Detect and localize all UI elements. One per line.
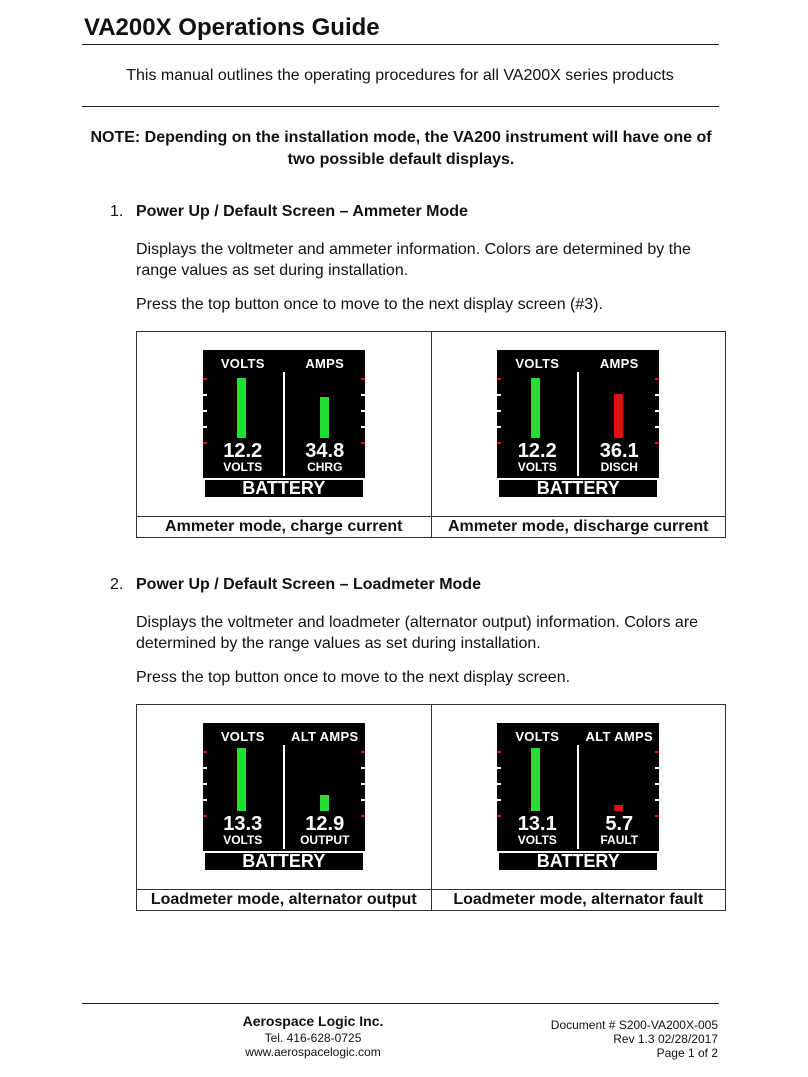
section-1-description: Displays the voltmeter and ammeter information. Colors are determined by the range values as set during installation. <box>136 241 691 279</box>
document-info <box>551 1018 718 1060</box>
battery-label: BATTERY <box>205 480 363 497</box>
figure-cell <box>431 332 726 517</box>
gauge-divider <box>577 745 579 849</box>
section-2-instruction: Press the top button once to move to the next display screen. <box>136 669 571 686</box>
gauge-tick <box>361 410 365 412</box>
gauge-tick <box>655 410 659 412</box>
gauge-tick <box>497 378 501 380</box>
gauge-value: 34.8 <box>305 439 345 462</box>
section-2-heading: Power Up / Default Screen – Loadmeter Mode <box>136 576 481 593</box>
figure-caption: Loadmeter mode, alternator fault <box>431 890 726 911</box>
gauge-unit: VOLTS <box>517 459 557 474</box>
title-divider <box>82 44 719 45</box>
note-text: NOTE: Depending on the installation mode, the VA200 instrument will have one of two possible default displays. <box>90 129 712 168</box>
battery-label: BATTERY <box>205 853 363 870</box>
document-number: Document # S200-VA200X-005 <box>550 1018 718 1032</box>
intro-divider <box>82 106 719 107</box>
left-gauge-panel <box>497 723 577 851</box>
gauge-bar <box>531 378 540 438</box>
footer-divider <box>82 1003 719 1004</box>
battery-label-box <box>203 478 365 499</box>
gauge-tick <box>203 767 207 769</box>
company-phone: Tel. 416-628-0725 <box>264 1031 362 1045</box>
gauge-unit: OUTPUT <box>300 832 350 847</box>
document-revision: Rev 1.3 02/28/2017 <box>613 1032 718 1046</box>
gauge-tick <box>203 378 207 380</box>
gauge-bar <box>320 397 329 438</box>
gauge-tick <box>497 410 501 412</box>
gauge-value: 12.9 <box>305 812 345 835</box>
page-number: Page 1 of 2 <box>656 1046 718 1060</box>
gauge-bar <box>237 748 246 811</box>
instrument-display <box>203 723 365 872</box>
gauge-bar <box>320 795 329 811</box>
right-gauge-panel <box>579 350 659 478</box>
gauge-tick <box>655 767 659 769</box>
gauge-tick <box>497 799 501 801</box>
gauge-bar <box>531 748 540 811</box>
battery-label-box <box>203 851 365 872</box>
gauge-divider <box>283 745 285 849</box>
gauge-header: AMPS <box>305 355 345 371</box>
gauge-tick <box>497 426 501 428</box>
gauge-tick <box>361 394 365 396</box>
gauge-tick <box>361 799 365 801</box>
battery-label: BATTERY <box>499 853 657 870</box>
section-1-figure-table <box>136 331 726 538</box>
section-2-description: Displays the voltmeter and loadmeter (alternator output) information. Colors are determined by the range values as set during installation. <box>136 614 699 652</box>
gauge-tick <box>655 378 659 380</box>
figure-cell <box>137 705 432 890</box>
right-gauge-panel <box>285 723 365 851</box>
gauge-header: ALT AMPS <box>291 728 359 744</box>
gauge-tick <box>203 410 207 412</box>
gauge-tick <box>361 426 365 428</box>
gauge-bar <box>614 394 623 438</box>
gauge-bar <box>237 378 246 438</box>
figure-caption: Ammeter mode, discharge current <box>431 517 726 538</box>
gauge-tick <box>655 783 659 785</box>
gauge-bar <box>614 805 623 811</box>
gauge-divider <box>283 372 285 476</box>
gauge-tick <box>361 378 365 380</box>
gauge-header: AMPS <box>599 355 639 371</box>
right-gauge-panel <box>579 723 659 851</box>
gauge-header: VOLTS <box>515 728 560 744</box>
instrument-display <box>497 723 659 872</box>
section-1-heading: Power Up / Default Screen – Ammeter Mode <box>136 203 468 220</box>
gauge-header: VOLTS <box>220 728 265 744</box>
gauge-header: VOLTS <box>220 355 265 371</box>
left-gauge-panel <box>497 350 577 478</box>
gauge-value: 13.1 <box>517 812 557 835</box>
document-title: VA200X Operations Guide <box>84 14 380 41</box>
gauge-unit: FAULT <box>600 832 639 847</box>
right-gauge-panel <box>285 350 365 478</box>
gauge-header: VOLTS <box>515 355 560 371</box>
gauge-header: ALT AMPS <box>585 728 653 744</box>
gauge-unit: DISCH <box>600 459 638 474</box>
section-1-instruction: Press the top button once to move to the next display screen (#3). <box>136 296 603 313</box>
gauge-value: 12.2 <box>223 439 263 462</box>
gauge-tick <box>361 783 365 785</box>
gauge-tick <box>655 426 659 428</box>
gauge-tick <box>497 767 501 769</box>
gauge-value: 36.1 <box>599 439 639 462</box>
gauge-tick <box>203 751 207 753</box>
gauge-divider <box>577 372 579 476</box>
battery-label-box <box>497 851 659 872</box>
figure-cell <box>137 332 432 517</box>
section-2-figure-table <box>136 704 726 911</box>
gauge-unit: CHRG <box>307 459 343 474</box>
gauge-tick <box>497 783 501 785</box>
left-gauge-panel <box>203 723 283 851</box>
gauge-unit: VOLTS <box>223 832 263 847</box>
gauge-value: 12.2 <box>517 439 557 462</box>
left-gauge-panel <box>203 350 283 478</box>
gauge-tick <box>203 394 207 396</box>
gauge-tick <box>203 783 207 785</box>
gauge-tick <box>361 767 365 769</box>
gauge-tick <box>655 799 659 801</box>
figure-cell <box>431 705 726 890</box>
gauge-tick <box>655 751 659 753</box>
gauge-value: 13.3 <box>223 812 263 835</box>
figure-caption: Loadmeter mode, alternator output <box>137 890 432 911</box>
section-1-number: 1. <box>110 203 124 220</box>
gauge-tick <box>203 426 207 428</box>
intro-text: This manual outlines the operating procedures for all VA200X series products <box>126 67 674 84</box>
instrument-display <box>203 350 365 499</box>
gauge-tick <box>203 799 207 801</box>
gauge-tick <box>497 394 501 396</box>
company-website: www.aerospacelogic.com <box>245 1045 381 1059</box>
gauge-tick <box>361 751 365 753</box>
instrument-display <box>497 350 659 499</box>
gauge-unit: VOLTS <box>223 459 263 474</box>
battery-label-box <box>497 478 659 499</box>
battery-label: BATTERY <box>499 480 657 497</box>
gauge-tick <box>655 394 659 396</box>
company-name: Aerospace Logic Inc. <box>242 1013 384 1029</box>
figure-caption: Ammeter mode, charge current <box>137 517 432 538</box>
gauge-tick <box>497 751 501 753</box>
section-2-number: 2. <box>110 576 124 593</box>
gauge-value: 5.7 <box>605 812 634 835</box>
gauge-unit: VOLTS <box>517 832 557 847</box>
